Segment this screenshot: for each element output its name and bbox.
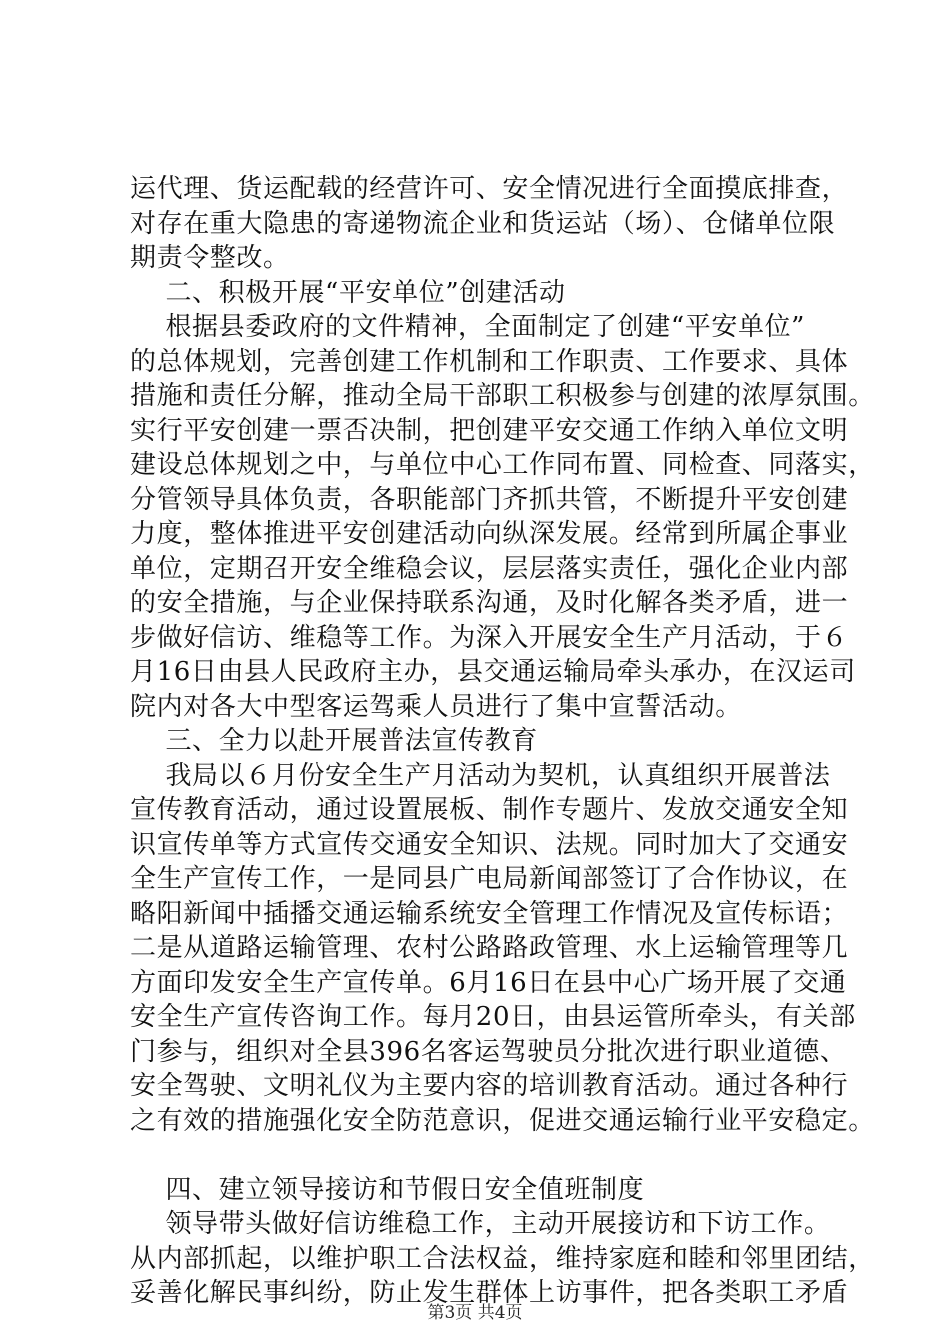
text-line: 的总体规划，完善创建工作机制和工作职责、工作要求、具体 (130, 346, 849, 377)
text-line: 实行平安创建一票否决制，把创建平安交通工作纳入单位文明 (130, 415, 849, 446)
blank-line (130, 1138, 850, 1173)
text-line: 力度，整体推进平安创建活动向纵深发展。经常到所属企事业 (130, 519, 849, 549)
text-line: 四、建立领导接访和节假日安全值班制度 (130, 1174, 645, 1205)
text-line: 措施和责任分解，推动全局干部职工积极参与创建的浓厚氛围。 (130, 381, 875, 411)
text-line: 妥善化解民事纠纷，防止发生群体上访事件，把各类职工矛盾 (130, 1278, 849, 1308)
text-line: 领导带头做好信访维稳工作，主动开展接访和下访工作。 (130, 1209, 831, 1239)
text-line: 从内部抓起，以维护职工合法权益，维持家庭和睦和邻里团结， (130, 1243, 875, 1274)
text-line: 略阳新闻中插播交通运输系统安全管理工作情况及宣传标语； (130, 898, 849, 929)
text-line: 三、全力以赴开展普法宣传教育 (130, 726, 538, 756)
text-line: 根据县委政府的文件精神，全面制定了创建“平安单位” (130, 312, 806, 342)
text-line: 运代理、货运配载的经营许可、安全情况进行全面摸底排查， (130, 174, 849, 204)
text-line: 分管领导具体负责，各职能部门齐抓共管，不断提升平安创建 (130, 484, 849, 515)
text-line: 步做好信访、维稳等工作。为深入开展安全生产月活动，于６ (130, 622, 849, 653)
text-line: 安全驾驶、文明礼仪为主要内容的培训教育活动。通过各种行 (130, 1071, 849, 1101)
text-line: 门参与，组织对全县396名客运驾驶员分批次进行职业道德、 (130, 1036, 847, 1067)
text-line: 二、积极开展“平安单位”创建活动 (130, 277, 566, 308)
text-line: 方面印发安全生产宣传单。6月16日在县中心广场开展了交通 (130, 967, 847, 998)
text-line: 单位，定期召开安全维稳会议，层层落实责任，强化企业内部 (130, 553, 849, 584)
document-body (130, 172, 875, 1311)
text-line: 月16日由县人民政府主办，县交通运输局牵头承办，在汉运司 (130, 657, 856, 687)
text-line: 识宣传单等方式宣传交通安全知识、法规。同时加大了交通安 (130, 829, 849, 860)
text-line: 安全生产宣传咨询工作。每月20日，由县运管所牵头，有关部 (130, 1002, 856, 1032)
page-footer: 第3页 共4页 (427, 1303, 523, 1323)
text-line: 院内对各大中型客运驾乘人员进行了集中宣誓活动。 (130, 691, 742, 722)
text-line: 对存在重大隐患的寄递物流企业和货运站（场）、仓储单位限 (130, 208, 836, 239)
text-line: 宣传教育活动，通过设置展板、制作专题片、发放交通安全知 (130, 795, 849, 825)
text-line: 我局以６月份安全生产月活动为契机，认真组织开展普法 (130, 760, 831, 791)
text-line: 全生产宣传工作，一是同县广电局新闻部签订了合作协议，在 (130, 864, 849, 894)
text-line: 之有效的措施强化安全防范意识，促进交通运输行业平安稳定。 (130, 1105, 875, 1136)
text-line: 的安全措施，与企业保持联系沟通，及时化解各类矛盾，进一 (130, 588, 849, 618)
text-line: 期责令整改。 (130, 243, 290, 273)
text-line: 建设总体规划之中，与单位中心工作同布置、同检查、同落实， (130, 450, 875, 480)
text-line: 二是从道路运输管理、农村公路路政管理、水上运输管理等几 (130, 933, 849, 963)
